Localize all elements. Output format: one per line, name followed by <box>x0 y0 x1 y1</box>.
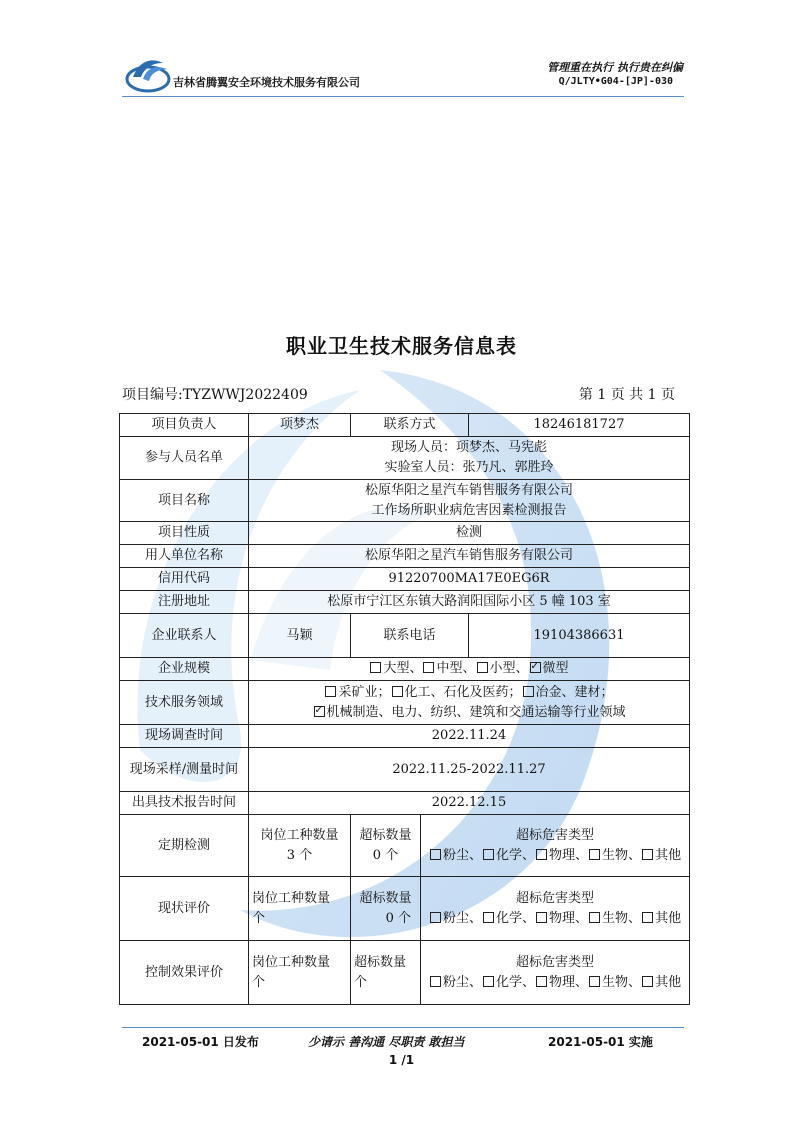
table-row <box>120 877 690 941</box>
address-value: 松原市宁江区东镇大路润阳国际小区 5 幢 103 室 <box>249 591 690 614</box>
hazard-type-label: 超标危害类型 <box>516 954 595 970</box>
separator: 、 <box>462 661 476 676</box>
checkbox-small[interactable] <box>477 662 488 673</box>
hazard-dust: 粉尘 <box>442 847 469 863</box>
info-table <box>119 413 690 1005</box>
checkbox-biological[interactable] <box>589 976 600 987</box>
hazard-dust: 粉尘 <box>442 910 469 926</box>
status-exceed-label: 超标数量 <box>359 890 412 906</box>
ent-phone-label: 联系电话 <box>351 614 469 658</box>
separator: 、 <box>521 910 535 926</box>
members-line-1: 现场人员：项梦杰、马宪彪 <box>391 440 548 455</box>
table-row <box>120 437 690 480</box>
control-exceed-label: 超标数量 <box>354 954 407 970</box>
document-code: Q/JLTY•G04-[JP]-030 <box>558 76 673 87</box>
table-row <box>120 614 690 658</box>
control-posts-cell <box>249 941 351 1005</box>
footer-slogan: 少请示 善沟通 尽职责 敢担当 <box>308 1035 465 1049</box>
survey-label: 现场调查时间 <box>120 725 249 748</box>
header-motto: 管理重在执行 执行贵在纠偏 <box>547 61 683 74</box>
table-row <box>120 568 690 591</box>
checkbox-other[interactable] <box>642 976 653 987</box>
periodic-posts-label: 岗位工种数量 <box>260 827 339 843</box>
status-posts-value: 个 <box>252 910 266 926</box>
periodic-exceed-cell <box>351 815 421 877</box>
table-row <box>120 815 690 877</box>
status-label: 现状评价 <box>120 877 249 941</box>
employer-label: 用人单位名称 <box>120 545 249 568</box>
release-date: 2021-05-01 日发布 <box>142 1035 259 1049</box>
status-posts-label: 岗位工种数量 <box>252 890 331 906</box>
control-posts-value: 个 <box>252 974 266 990</box>
leader-value: 项梦杰 <box>249 414 351 437</box>
checkbox-other[interactable] <box>642 849 653 860</box>
hazard-chemical: 化学 <box>495 974 522 990</box>
credit-value: 91220700MA17E0EG6R <box>249 568 690 591</box>
table-row <box>120 591 690 614</box>
control-hazard-cell <box>421 941 690 1005</box>
credit-label: 信用代码 <box>120 568 249 591</box>
sampling-label: 现场采样/测量时间 <box>120 748 249 792</box>
table-row <box>120 725 690 748</box>
table-row <box>120 681 690 725</box>
checkbox-physical[interactable] <box>536 849 547 860</box>
hazard-chemical: 化学 <box>495 847 522 863</box>
checkbox-chemical[interactable] <box>392 686 403 697</box>
status-exceed-cell <box>351 877 421 941</box>
ent-contact-value: 马颖 <box>249 614 351 658</box>
hazard-biological: 生物 <box>602 910 629 926</box>
page-number: 1 /1 <box>388 1053 415 1067</box>
checkbox-metallurgy[interactable] <box>523 686 534 697</box>
field-options <box>249 681 690 725</box>
sampling-value: 2022.11.25-2022.11.27 <box>249 748 690 792</box>
checkbox-large[interactable] <box>370 662 381 673</box>
hazard-physical: 物理 <box>549 847 576 863</box>
footer-rule <box>122 1027 684 1028</box>
control-exceed-value: 个 <box>354 974 368 990</box>
separator: 、 <box>409 661 423 676</box>
hazard-biological: 生物 <box>602 847 629 863</box>
table-row <box>120 545 690 568</box>
table-row <box>120 480 690 522</box>
contact-value: 18246181727 <box>469 414 690 437</box>
scale-label: 企业规模 <box>120 658 249 681</box>
table-row <box>120 792 690 815</box>
checkbox-medium[interactable] <box>423 662 434 673</box>
checkbox-other[interactable] <box>642 912 653 923</box>
scale-options <box>249 658 690 681</box>
company-name: 吉林省腾翼安全环境技术服务有限公司 <box>173 76 360 89</box>
project-name-line-1: 松原华阳之星汽车销售服务有限公司 <box>365 482 574 498</box>
project-name-line-2: 工作场所职业病危害因素检测报告 <box>371 502 567 518</box>
table-row <box>120 658 690 681</box>
periodic-exceed-value: 0 个 <box>372 847 399 863</box>
hazard-dust: 粉尘 <box>442 974 469 990</box>
checkbox-dust[interactable] <box>430 912 441 923</box>
periodic-posts-cell <box>249 815 351 877</box>
separator: 、 <box>468 974 482 990</box>
checkbox-dust[interactable] <box>430 976 441 987</box>
field-option-mining: 采矿业； <box>338 684 391 700</box>
checkbox-micro[interactable] <box>530 662 541 673</box>
field-option-chemical: 化工、石化及医药； <box>404 684 522 700</box>
employer-value: 松原华阳之星汽车销售服务有限公司 <box>249 545 690 568</box>
checkbox-physical[interactable] <box>536 976 547 987</box>
hazard-other: 其他 <box>655 847 682 863</box>
project-name-value <box>249 480 690 522</box>
header-rule <box>122 96 684 97</box>
contact-label: 联系方式 <box>351 414 469 437</box>
project-name-label: 项目名称 <box>120 480 249 522</box>
scale-option-medium: 中型 <box>436 661 463 676</box>
checkbox-biological[interactable] <box>589 912 600 923</box>
checkbox-mining[interactable] <box>325 686 336 697</box>
separator: 、 <box>575 910 589 926</box>
page-header <box>0 0 803 100</box>
status-exceed-value: 0 个 <box>385 910 411 926</box>
separator: 、 <box>575 847 589 863</box>
table-row <box>120 941 690 1005</box>
ent-phone-value: 19104386631 <box>469 614 690 658</box>
scale-option-micro: 微型 <box>542 661 569 676</box>
page-title: 职业卫生技术服务信息表 <box>286 334 517 358</box>
hazard-other: 其他 <box>655 974 682 990</box>
periodic-exceed-label: 超标数量 <box>359 827 412 843</box>
survey-value: 2022.11.24 <box>249 725 690 748</box>
page-info: 第 1 页 共 1 页 <box>578 387 675 403</box>
separator: 、 <box>628 847 642 863</box>
checkbox-biological[interactable] <box>589 849 600 860</box>
checkbox-chemical-hazard[interactable] <box>483 912 494 923</box>
members-label: 参与人员名单 <box>120 437 249 480</box>
address-label: 注册地址 <box>120 591 249 614</box>
hazard-physical: 物理 <box>549 974 576 990</box>
hazard-other: 其他 <box>655 910 682 926</box>
separator: 、 <box>521 974 535 990</box>
separator: 、 <box>628 910 642 926</box>
nature-value: 检测 <box>249 522 690 545</box>
project-number: 项目编号:TYZWWJ2022409 <box>122 387 308 403</box>
company-logo <box>125 55 171 93</box>
separator: 、 <box>468 847 482 863</box>
ent-contact-label: 企业联系人 <box>120 614 249 658</box>
checkbox-dust[interactable] <box>430 849 441 860</box>
field-option-metallurgy: 冶金、建材； <box>535 684 614 700</box>
control-label: 控制效果评价 <box>120 941 249 1005</box>
table-row <box>120 748 690 792</box>
leader-label: 项目负责人 <box>120 414 249 437</box>
field-option-machinery: 机械制造、电力、纺织、建筑和交通运输等行业领域 <box>326 704 626 720</box>
checkbox-machinery[interactable] <box>314 706 325 717</box>
control-exceed-cell <box>351 941 421 1005</box>
scale-option-small: 小型 <box>489 661 516 676</box>
periodic-hazard-cell <box>421 815 690 877</box>
status-hazard-cell <box>421 877 690 941</box>
hazard-physical: 物理 <box>549 910 576 926</box>
report-label: 出具技术报告时间 <box>120 792 249 815</box>
hazard-chemical: 化学 <box>495 910 522 926</box>
separator: 、 <box>628 974 642 990</box>
table-row <box>120 522 690 545</box>
report-value: 2022.12.15 <box>249 792 690 815</box>
nature-label: 项目性质 <box>120 522 249 545</box>
status-posts-cell <box>249 877 351 941</box>
implement-date: 2021-05-01 实施 <box>548 1035 653 1049</box>
hazard-type-label: 超标危害类型 <box>516 827 595 843</box>
checkbox-chemical-hazard[interactable] <box>483 849 494 860</box>
separator: 、 <box>468 910 482 926</box>
separator: 、 <box>521 847 535 863</box>
hazard-type-label: 超标危害类型 <box>516 890 595 906</box>
field-label: 技术服务领域 <box>120 681 249 725</box>
members-line-2: 实验室人员：张乃凡、郭胜玲 <box>384 460 554 475</box>
members-value <box>249 437 690 480</box>
checkbox-chemical-hazard[interactable] <box>483 976 494 987</box>
checkbox-physical[interactable] <box>536 912 547 923</box>
hazard-biological: 生物 <box>602 974 629 990</box>
table-row <box>120 414 690 437</box>
separator: 、 <box>515 661 529 676</box>
periodic-label: 定期检测 <box>120 815 249 877</box>
control-posts-label: 岗位工种数量 <box>252 954 331 970</box>
periodic-posts-value: 3 个 <box>286 847 313 863</box>
separator: 、 <box>575 974 589 990</box>
scale-option-large: 大型 <box>383 661 410 676</box>
